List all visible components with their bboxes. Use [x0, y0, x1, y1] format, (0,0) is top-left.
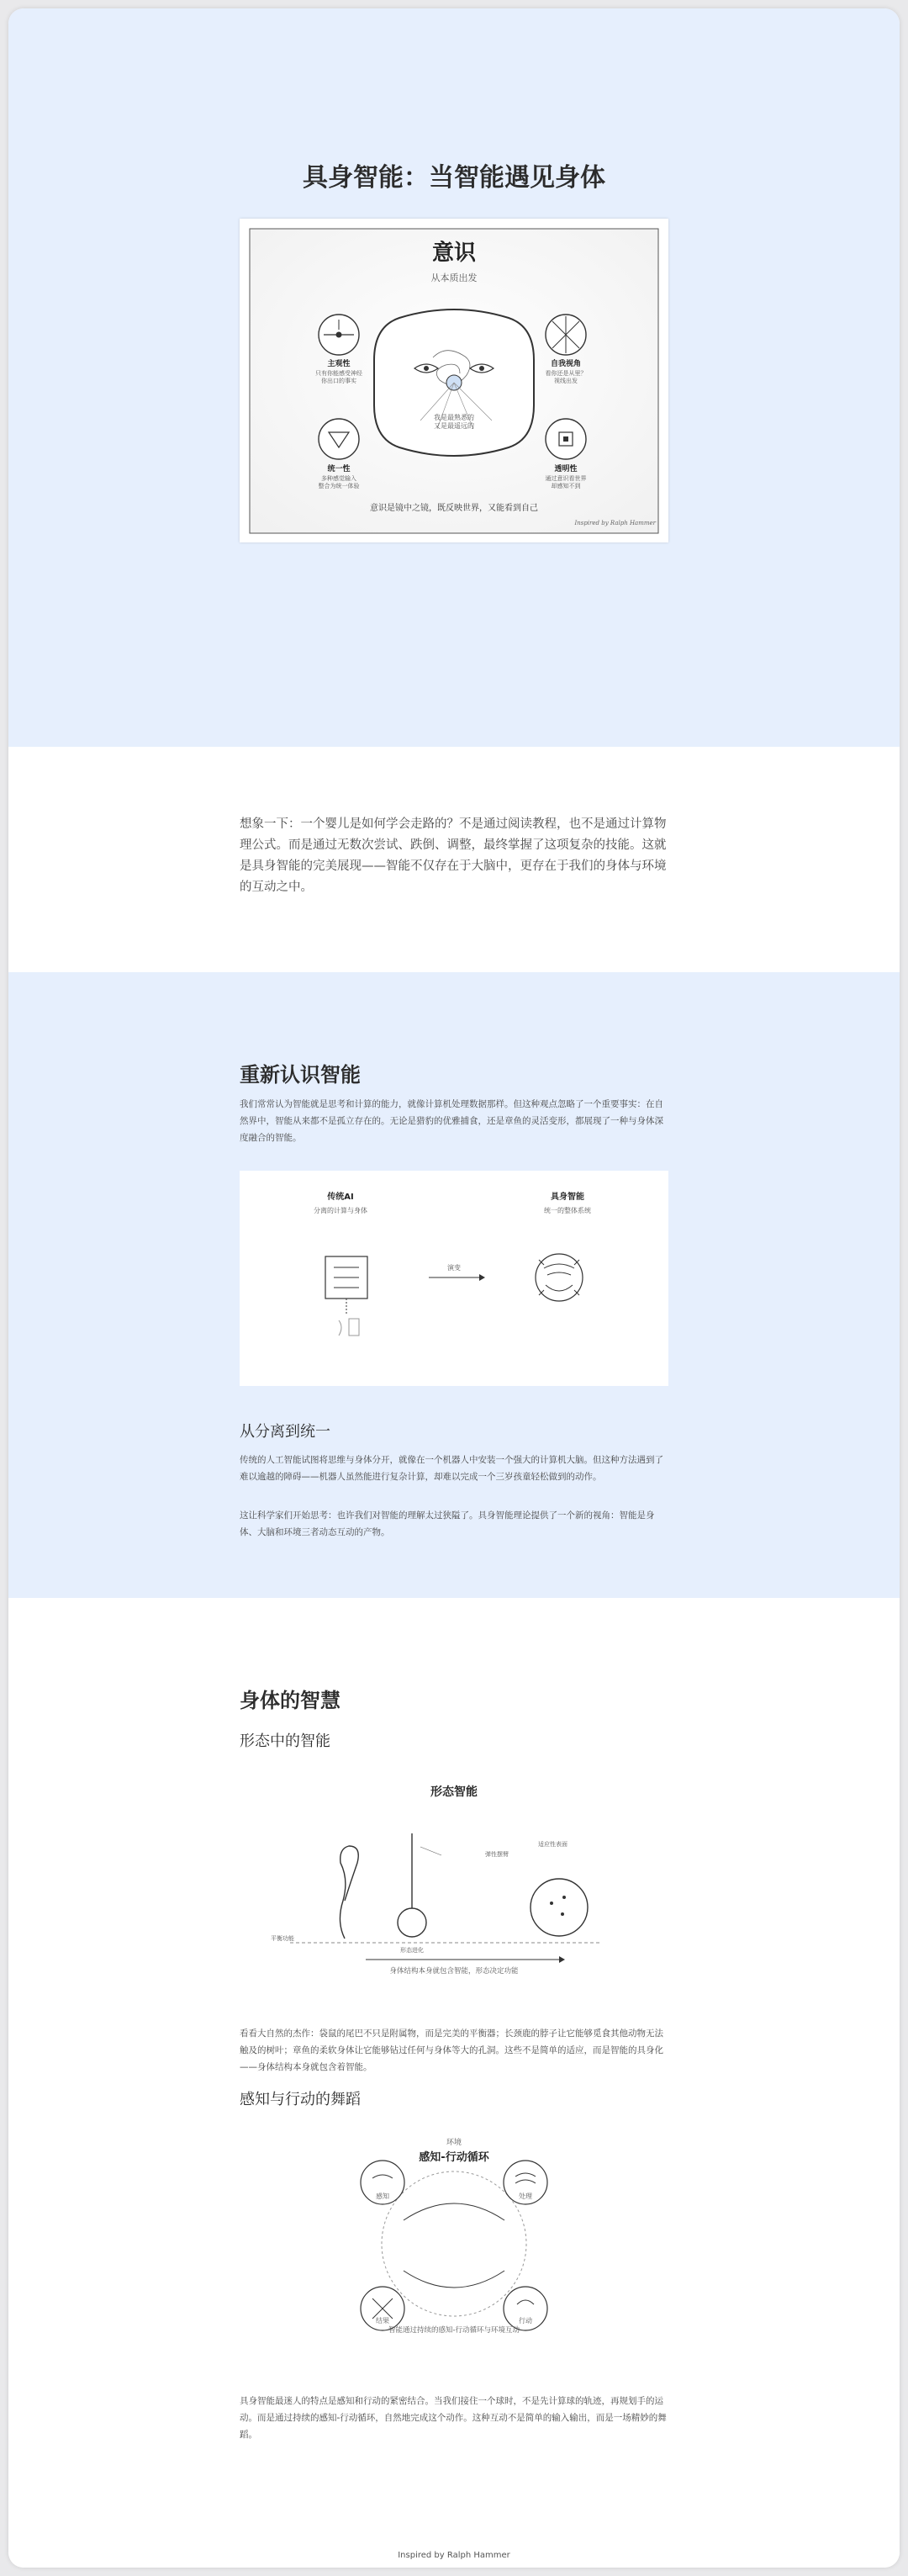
- node-label-self-view: 自我视角: [550, 360, 581, 368]
- node-label-unity: 统一性: [327, 465, 351, 473]
- hero-section: [8, 8, 900, 747]
- figure-title: 意识: [431, 241, 476, 266]
- ai-comparison-diagram: [240, 1171, 668, 1386]
- embodied-ai-title: 具身智能: [551, 1193, 584, 1202]
- evolution-arrow-label: 演变: [447, 1264, 461, 1272]
- separation-paragraph-1: 传统的人工智能试图将思维与身体分开，就像在一个机器人中安装一个强大的计算机大脑。但这种方法遇到了难以逾越的障碍——机器人虽然能进行复杂计算，却难以完成一个三岁孩童轻松做到的动作。: [240, 1455, 663, 1482]
- cycle-node-process: 处理: [519, 2193, 532, 2200]
- morphology-paragraph: 看看大自然的杰作：袋鼠的尾巴不只是附属物，而是完美的平衡器；长颈鹿的脖子让它能够觅食其他动物无法触及的树叶；章鱼的柔软身体让它能够钻过任何与身体等大的孔洞。这些不是简单的适应，而是智能的具身化——身体结构本身就包含着智能。: [240, 2029, 663, 2072]
- perception-action-cycle: [345, 2136, 563, 2338]
- node-label-subjectivity: 主观性: [327, 360, 351, 368]
- footer-credit: Inspired by Ralph Hammer: [398, 2551, 510, 2560]
- morph-evolution-label: 形态进化: [400, 1947, 424, 1954]
- cycle-caption: 智能通过持续的感知-行动循环与环境互动: [388, 2326, 520, 2335]
- separation-heading: 从分离到统一: [240, 1423, 330, 1441]
- node-desc-unity: 多种感觉输入 整合为统一体验: [318, 475, 360, 489]
- article-page: [8, 8, 900, 2568]
- dance-heading: 感知与行动的舞蹈: [240, 2091, 361, 2108]
- balance-label: 平衡功能: [271, 1935, 294, 1942]
- figure-subtitle: 从本质出发: [430, 272, 478, 283]
- cycle-node-perceive: 感知: [376, 2193, 389, 2200]
- wisdom-section: [8, 1598, 900, 2568]
- traditional-ai-title: 传统AI: [327, 1193, 354, 1202]
- elastic-arm-label: 弹性摆臂: [485, 1851, 509, 1858]
- cycle-node-result: 结果: [376, 2317, 389, 2325]
- rethink-paragraph: 我们常常认为智能就是思考和计算的能力，就像计算机处理数据那样。但这种观点忽略了一个重要事实：在自然界中，智能从来都不是孤立存在的。无论是猎豹的优雅捕食，还是章鱼的灵活变形，都展现了一种与身体深度融合的智能。: [240, 1099, 663, 1143]
- morphology-caption: 身体结构本身就包含智能，形态决定功能: [389, 1967, 519, 1976]
- node-desc-self-view: 看你还是从里？ 视线出发: [545, 370, 587, 384]
- separation-paragraph-2: 这让科学家们开始思考：也许我们对智能的理解太过狭隘了。具身智能理论提供了一个新的视角：智能是身体、大脑和环境三者动态互动的产物。: [240, 1510, 655, 1537]
- morphology-figure-title: 形态智能: [430, 1785, 478, 1799]
- cycle-title: 感知-行动循环: [419, 2151, 489, 2164]
- cycle-diagram: [345, 2136, 563, 2338]
- embodied-ai-subtitle: 统一的整体系统: [544, 1207, 591, 1214]
- morphology-diagram: [240, 1783, 668, 1985]
- figure-signature: Inspired by Ralph Hammer: [574, 520, 656, 526]
- rethink-heading: 重新认识智能: [240, 1062, 361, 1087]
- dance-paragraph: 具身智能最迷人的特点是感知和行动的紧密结合。当我们接住一个球时，不是先计算球的轨迹，再规划手的运动。而是通过持续的感知-行动循环，自然地完成这个动作。这种互动不是简单的输入输出，而是一场精妙的舞蹈。: [240, 2396, 667, 2440]
- intro-paragraph: 想象一下：一个婴儿是如何学会走路的？不是通过阅读教程，也不是通过计算物理公式。而是通过无数次尝试、跌倒、调整，最终掌握了这项复杂的技能。这就是具身智能的完美展现——智能不仅存在于大脑中，更存在于我们的身体与环境的互动之中。: [240, 817, 667, 894]
- node-desc-subjectivity: 只有你能感受神经 你出口的事实: [315, 370, 362, 384]
- morphology-heading: 形态中的智能: [240, 1732, 330, 1750]
- intro-section: [8, 747, 900, 972]
- consciousness-figure: [240, 219, 668, 542]
- figure-caption: 意识是镜中之镜，既反映世界，又能看到自己: [370, 504, 538, 513]
- adaptive-surface-label: 适应性表面: [538, 1841, 568, 1848]
- wisdom-heading: 身体的智慧: [240, 1688, 340, 1712]
- center-text: 我是最熟悉的 又是最遥远的: [434, 414, 474, 430]
- ai-comparison-figure: [240, 1171, 668, 1386]
- cycle-node-act: 行动: [519, 2317, 532, 2325]
- node-label-transparency: 透明性: [554, 465, 578, 473]
- page-title: 具身智能：当智能遇见身体: [303, 163, 605, 193]
- cycle-environment-label: 环境: [446, 2139, 462, 2147]
- node-desc-transparency: 通过意识看世界 却感知不到: [545, 475, 587, 489]
- rethink-section: [8, 972, 900, 1598]
- morphology-figure: [240, 1783, 668, 1985]
- traditional-ai-subtitle: 分离的计算与身体: [314, 1207, 367, 1214]
